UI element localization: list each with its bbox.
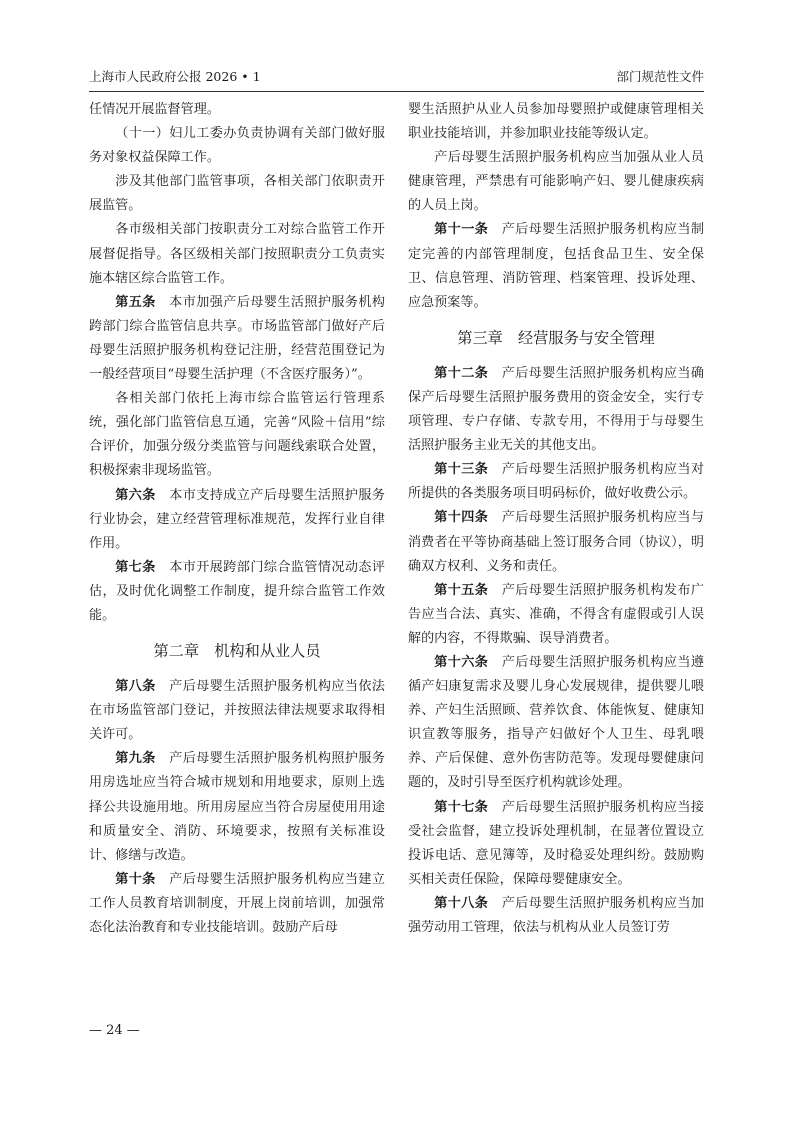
header-publication-title: 上海市人民政府公报 2026 • 1 [89, 69, 261, 84]
article-number: 第十三条 [434, 462, 489, 478]
article-paragraph [89, 291, 385, 387]
article-number: 第十一条 [434, 222, 489, 238]
paragraph-text: 产后母婴生活照护服务机构应当与消费者在平等协商基础上签订服务合同（协议），明确双方权利、义务和责任。 [408, 510, 705, 574]
paragraph-text: 任情况开展监督管理。 [89, 102, 220, 117]
page-number: — 24 — [89, 1023, 140, 1038]
article-paragraph [408, 892, 704, 940]
paragraph-text: 各市级相关部门按职责分工对综合监管工作开展督促指导。各区级相关部门按照职责分工负责实施本辖区综合监管工作。 [89, 222, 385, 286]
page-header [89, 66, 704, 88]
paragraph-text: 产后母婴生活照护服务机构应当遵循产妇康复需求及婴儿身心发展规律，提供婴儿喂养、产妇生活照顾、营养饮食、体能恢复、健康知识宣教等服务，指导产妇做好个人卫生、母乳喂养、产后保健、意外伤害防范等。发现母婴健康问题的，及时引导至医疗机构就诊处理。 [408, 654, 705, 791]
article-paragraph [408, 506, 704, 578]
chapter-heading: 第二章 机构和从业人员 [153, 642, 321, 661]
paragraph-text: 产后母婴生活照护服务机构应当对所提供的各类服务项目明码标价，做好收费公示。 [408, 462, 705, 502]
paragraph [89, 122, 385, 170]
article-number: 第十五条 [434, 582, 489, 598]
chapter-heading: 第三章 经营服务与安全管理 [457, 328, 655, 347]
paragraph [89, 387, 385, 483]
paragraph [408, 146, 704, 218]
paragraph-text: 产后母婴生活照护服务机构应当加强劳动用工管理，依法与机构从业人员签订劳 [408, 895, 705, 935]
article-number: 第十七条 [434, 799, 489, 815]
header-section-title: 部门规范性文件 [616, 69, 704, 84]
article-number: 第十二条 [434, 365, 489, 381]
paragraph-text: 产后母婴生活照护服务机构应当建立工作人员教育培训制度，开展上岗前培训，加强常态化法治教育和专业技能培训。鼓励产后母 [89, 871, 386, 935]
paragraph [89, 98, 385, 122]
article-number: 第五条 [115, 294, 156, 310]
article-paragraph [89, 484, 385, 556]
article-paragraph [89, 868, 385, 940]
paragraph-text: 产后母婴生活照护服务机构应当确保产后母婴生活照护服务费用的资金安全，实行专项管理、专户存储、专款专用，不得用于与母婴生活照护服务主业无关的其他支出。 [408, 365, 705, 454]
paragraph-text: 各相关部门依托上海市综合监管运行管理系统，强化部门监管信息互通，完善“风险＋信用”综合评价，加强分级分类监管与问题线索联合处置，积极探索非现场监管。 [89, 391, 385, 479]
article-number: 第十四条 [434, 510, 489, 526]
paragraph-text: 产后母婴生活照护服务机构应当制定完善的内部管理制度，包括食品卫生、安全保卫、信息管理、消防管理、档案管理、投诉处理、应急预案等。 [408, 222, 705, 310]
paragraph [89, 218, 385, 290]
paragraph-text: 本市加强产后母婴生活照护服务机构跨部门综合监管信息共享。市场监管部门做好产后母婴生活照护服务机构登记注册，经营范围登记为一般经营项目“母婴生活护理（不含医疗服务）”。 [89, 294, 386, 383]
article-paragraph [408, 218, 704, 314]
article-number: 第九条 [115, 751, 156, 767]
paragraph-text: 产后母婴生活照护服务机构应当加强从业人员健康管理，严禁患有可能影响产妇、婴儿健康疾病的人员上岗。 [408, 150, 704, 214]
paragraph-text: 本市开展跨部门综合监管情况动态评估，及时优化调整工作制度，提升综合监管工作效能。 [89, 559, 386, 623]
paragraph [89, 170, 385, 218]
article-paragraph [408, 458, 704, 506]
article-paragraph [408, 651, 704, 796]
article-paragraph [89, 556, 385, 628]
article-number: 第八条 [115, 679, 156, 695]
article-number: 第七条 [115, 559, 156, 575]
article-paragraph [89, 675, 385, 747]
paragraph [408, 98, 704, 146]
paragraph-text: 产后母婴生活照护服务机构应当依法在市场监管部门登记，并按照法律法规要求取得相关许可。 [89, 679, 386, 743]
left-column [89, 98, 385, 940]
article-paragraph [408, 362, 704, 458]
header-divider [89, 91, 704, 92]
paragraph-text: 产后母婴生活照护服务机构应当接受社会监督，建立投诉处理机制，在显著位置设立投诉电话、意见簿等，及时稳妥处理纠纷。鼓励购买相关责任保险，保障母婴健康安全。 [408, 799, 705, 887]
paragraph-text: 产后母婴生活照护服务机构照护服务用房选址应当符合城市规划和用地要求，原则上选择公共设施用地。所用房屋应当符合房屋使用用途和质量安全、消防、环境要求，按照有关标准设计、修缮与改造。 [89, 751, 386, 863]
paragraph-text: 产后母婴生活照护服务机构发布广告应当合法、真实、准确，不得含有虚假或引人误解的内容，不得欺骗、误导消费者。 [408, 582, 705, 646]
article-number: 第十六条 [434, 654, 489, 670]
paragraph-text: 婴生活照护从业人员参加母婴照护或健康管理相关职业技能培训，并参加职业技能等级认定。 [408, 102, 704, 142]
paragraph-text: （十一）妇儿工委办负责协调有关部门做好服务对象权益保障工作。 [89, 126, 385, 166]
paragraph-text: 涉及其他部门监管事项，各相关部门依职责开展监管。 [89, 174, 385, 214]
article-number: 第十条 [115, 871, 156, 887]
article-number: 第六条 [115, 487, 156, 503]
paragraph-text: 本市支持成立产后母婴生活照护服务行业协会，建立经营管理标准规范，发挥行业自律作用。 [89, 487, 386, 551]
article-paragraph [408, 796, 704, 892]
article-paragraph [89, 747, 385, 867]
right-column [408, 98, 704, 940]
article-paragraph [408, 579, 704, 651]
article-number: 第十八条 [434, 895, 489, 911]
